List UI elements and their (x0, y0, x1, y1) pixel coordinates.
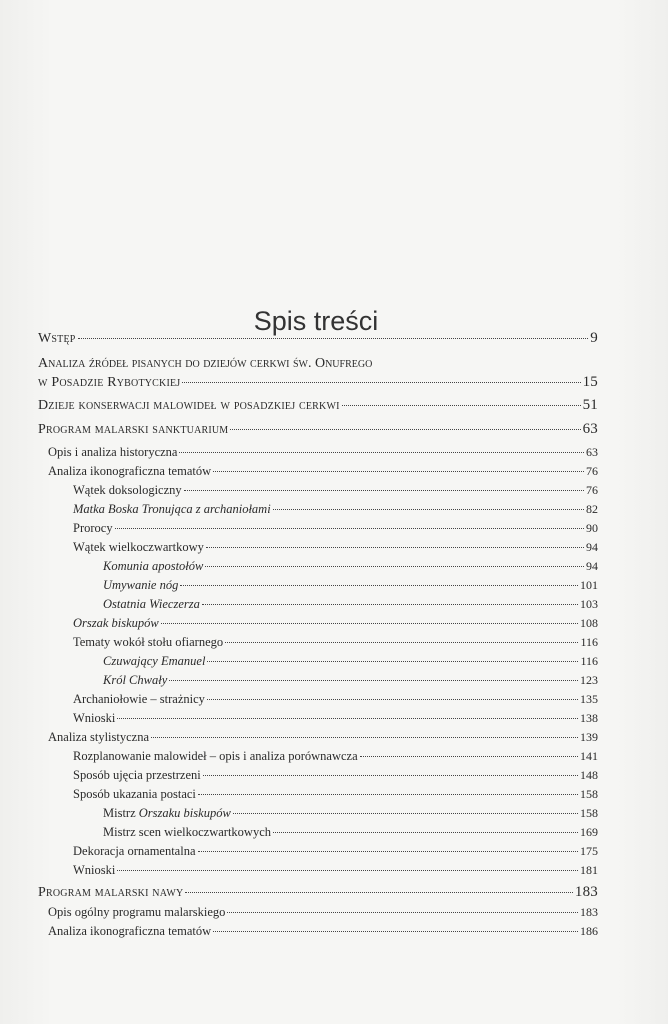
toc-page-number: 169 (580, 825, 598, 839)
toc-entry-label: Komunia apostołów (103, 559, 204, 573)
toc-page-number: 158 (580, 787, 598, 801)
toc-page-number: 148 (580, 768, 598, 782)
toc-entry-label: Program malarski sanktuarium (38, 422, 229, 437)
dot-leader (184, 490, 584, 491)
toc-entry-label-prefix: Mistrz (103, 806, 139, 820)
toc-page-number: 116 (580, 654, 598, 668)
toc-entry-line2 (38, 374, 598, 397)
toc-entry-label: Ostatnia Wieczerza (103, 597, 200, 611)
toc-page-number: 108 (580, 616, 598, 630)
toc-page-number: 94 (586, 559, 598, 573)
toc-entry-program-sanktuarium (38, 421, 598, 445)
toc-entry (38, 673, 598, 692)
toc-page-number: 138 (580, 711, 598, 725)
toc-entry-label: Dzieje konserwacji malowideł w posadzkiej cerkwi (38, 398, 340, 413)
toc-entry (38, 559, 598, 578)
dot-leader (230, 429, 580, 430)
dot-leader (205, 566, 584, 567)
toc-entry (38, 540, 598, 559)
toc-entry-label: Opis i analiza historyczna (48, 445, 178, 459)
toc-entry-dzieje-konserwacji (38, 397, 598, 421)
dot-leader (198, 851, 578, 852)
dot-leader (227, 912, 578, 913)
toc-page-number: 139 (580, 730, 598, 744)
toc-entry-label: Wstęp (38, 331, 76, 346)
toc-entry-label: Rozplanowanie malowideł – opis i analiza porównawcza (73, 749, 358, 763)
toc-page-number: 76 (586, 483, 598, 497)
dot-leader (198, 794, 578, 795)
dot-leader (78, 338, 589, 339)
toc-page-number: 82 (586, 502, 598, 516)
toc-entry-label-italic: Orszaku biskupów (138, 806, 231, 820)
toc-entry-label: Sposób ukazania postaci (73, 787, 196, 801)
toc-page-number: 175 (580, 844, 598, 858)
toc-entry (38, 749, 598, 768)
page-title: Spis treści (253, 306, 379, 337)
dot-leader (180, 585, 578, 586)
dot-leader (182, 382, 580, 383)
dot-leader (207, 661, 578, 662)
toc-entry-label-line1: Analiza źródeł pisanych do dziejów cerkwi św. Onufrego (38, 356, 373, 371)
toc-entry-label: Umywanie nóg (103, 578, 179, 592)
toc-page-number: 90 (586, 521, 598, 535)
dot-leader (273, 509, 584, 510)
toc-page-number: 183 (580, 905, 598, 919)
toc-entry-label: Tematy wokół stołu ofiarnego (73, 635, 224, 649)
dot-leader (179, 452, 584, 453)
toc-entry-wstep (38, 330, 598, 354)
toc-entry (38, 711, 598, 730)
toc-page-number: 183 (574, 884, 598, 900)
dot-leader (342, 405, 581, 406)
toc-entry (38, 863, 598, 882)
dot-leader (213, 931, 578, 932)
toc-entry-label: Opis ogólny programu malarskiego (48, 905, 226, 919)
toc-entry-label: Analiza ikonograficzna tematów (48, 924, 212, 938)
toc-page-number: 9 (590, 330, 598, 346)
dot-leader (203, 775, 578, 776)
dot-leader (273, 832, 578, 833)
toc-entry-label: Wnioski (73, 711, 116, 725)
toc-entry-label: Sposób ujęcia przestrzeni (73, 768, 201, 782)
toc-entry-label: Wnioski (73, 863, 116, 877)
dot-leader (115, 528, 584, 529)
toc-entry (38, 502, 598, 521)
toc-entry (38, 787, 598, 806)
toc-entry-label: Czuwający Emanuel (103, 654, 206, 668)
dot-leader (151, 737, 578, 738)
toc-page-number: 158 (580, 806, 598, 820)
toc-entry-label-line2: w Posadzie Rybotyckiej (38, 375, 181, 390)
toc-entry-analiza-zrodel (38, 356, 598, 397)
toc-entry-label: Wątek doksologiczny (73, 483, 182, 497)
dot-leader (213, 471, 584, 472)
toc-entry-label: Prorocy (73, 521, 113, 535)
toc-page-number: 63 (586, 445, 598, 459)
toc-entry-label: Król Chwały (103, 673, 168, 687)
toc-entry (38, 924, 598, 943)
toc-entry (38, 445, 598, 464)
toc-page-number: 181 (580, 863, 598, 877)
dot-leader (225, 642, 578, 643)
toc-entry (38, 578, 598, 597)
toc-entry-label: Dekoracja ornamentalna (73, 844, 196, 858)
toc-page-number: 76 (586, 464, 598, 478)
toc-page-number: 186 (580, 924, 598, 938)
toc-entry-label: Analiza ikonograficzna tematów (48, 464, 212, 478)
toc-entry (38, 483, 598, 502)
toc-page-number: 63 (582, 421, 598, 437)
toc-entry (38, 844, 598, 863)
toc-page-number: 103 (580, 597, 598, 611)
toc-page-number: 116 (580, 635, 598, 649)
toc-entry-program-nawy (38, 884, 598, 905)
dot-leader (169, 680, 578, 681)
dot-leader (206, 547, 584, 548)
toc-entry (38, 521, 598, 540)
toc-entry (38, 905, 598, 924)
toc-entry-label: Analiza stylistyczna (48, 730, 150, 744)
toc-page-number: 123 (580, 673, 598, 687)
toc-page-number: 135 (580, 692, 598, 706)
dot-leader (233, 813, 578, 814)
dot-leader (207, 699, 578, 700)
toc-page-number: 101 (580, 578, 598, 592)
toc-entry (38, 616, 598, 635)
toc-entry (38, 768, 598, 787)
toc-entry-label: Archaniołowie – strażnicy (73, 692, 205, 706)
dot-leader (117, 870, 578, 871)
toc-entry (38, 654, 598, 673)
toc-page-number: 141 (580, 749, 598, 763)
toc-entry (38, 825, 598, 844)
dot-leader (202, 604, 578, 605)
toc-page-number: 51 (582, 397, 598, 413)
table-of-contents (38, 330, 598, 943)
toc-entry (38, 692, 598, 711)
toc-entry-label: Mistrz scen wielkoczwartkowych (103, 825, 271, 839)
toc-entry (38, 464, 598, 483)
toc-entry-label: Wątek wielkoczwartkowy (73, 540, 204, 554)
toc-entry (38, 597, 598, 616)
toc-entry (38, 635, 598, 654)
toc-entry (38, 806, 598, 825)
toc-entry-label: Program malarski nawy (38, 885, 184, 900)
toc-page-number: 15 (582, 374, 598, 390)
dot-leader (185, 892, 572, 893)
dot-leader (360, 756, 578, 757)
toc-entry-label (103, 806, 231, 821)
toc-entry-label: Matka Boska Tronująca z archaniołami (73, 502, 271, 516)
dot-leader (161, 623, 578, 624)
toc-page-number: 94 (586, 540, 598, 554)
toc-entry-label: Orszak biskupów (73, 616, 159, 630)
toc-entry (38, 730, 598, 749)
dot-leader (117, 718, 578, 719)
